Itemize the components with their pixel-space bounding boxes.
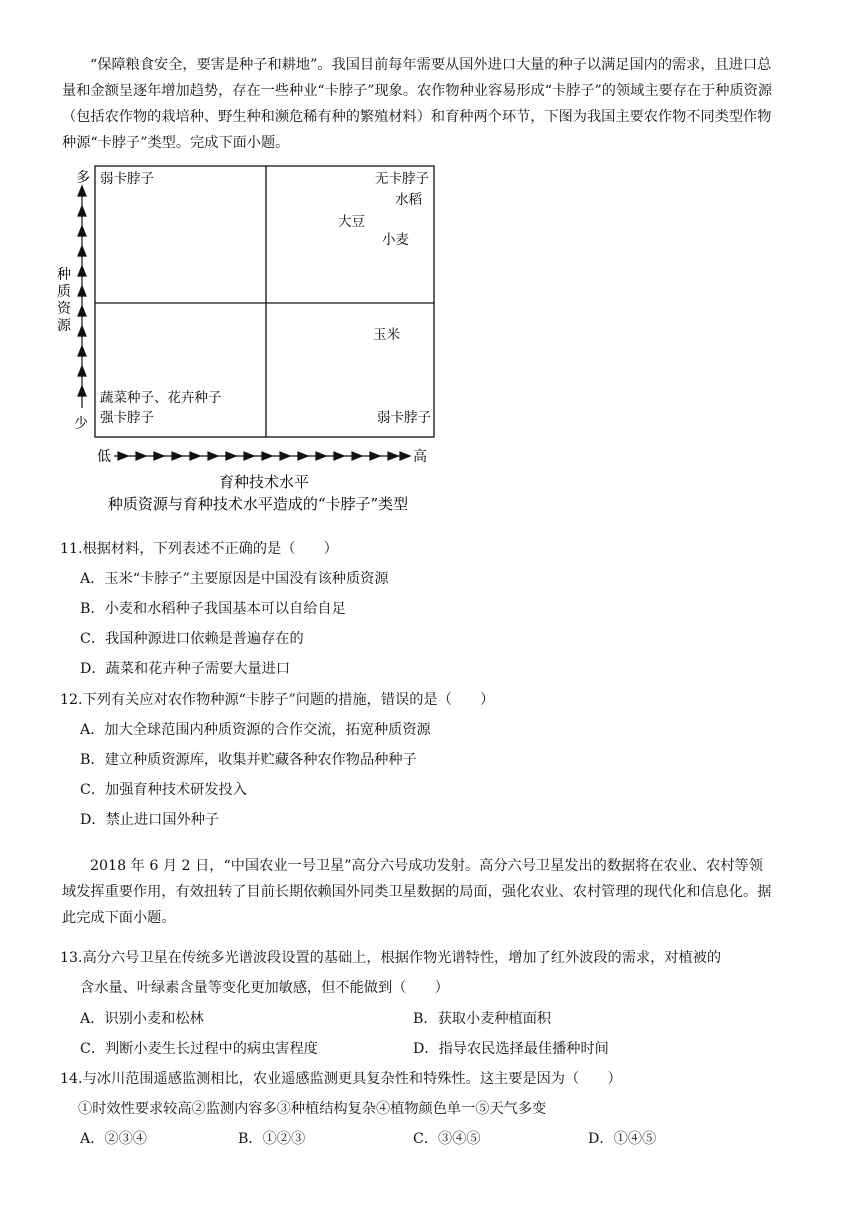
q12-option-c[interactable]: C．加强育种技术研发投入 [80,782,247,798]
q14-option-c[interactable]: C．③④⑤ [413,1131,481,1147]
q12-option-a[interactable]: A．加大全球范围内种质资源的合作交流，拓宽种质资源 [80,722,431,738]
q11-option-b[interactable]: B．小麦和水稻种子我国基本可以自给自足 [80,601,346,617]
label-soybean: 大豆 [338,214,365,230]
intro-paragraph-1: “保障粮食安全，要害是种子和耕地”。我国目前每年需要从国外进口大量的种子以满足国内的需求，且进口总量和金额呈逐年增加趋势，存在一些种业“卡脖子”现象。农作物种业容易形成“卡脖子”的领域主要存在于种质资源（包括农作物的栽培种、野生种和濒危稀有种的繁殖材料）和育种两个环节，下图为我国主要农作物不同类型作物种源“卡脖子”类型。完成下面小题。 [62,57,773,151]
intro-paragraph-2: 2018 年 6 月 2 日，“中国农业一号卫星”高分六号成功发射。高分六号卫星发出的数据将在农业、农村等领域发挥重要作用，有效扭转了目前长期依赖国外同类卫星数据的局面，强化农业、农村管理的现代化和信息化。据此完成下面小题。 [62,858,772,926]
y-axis-top-label: 多 [76,170,90,186]
q11-option-d[interactable]: D．蔬菜和花卉种子需要大量进口 [80,661,291,677]
q14-items: ①时效性要求较高②监测内容多③种植结构复杂④植物颜色单一⑤天气多变 [78,1101,547,1117]
label-corn: 玉米 [373,327,400,343]
label-wheat: 小麦 [382,232,409,248]
x-axis-low-label: 低 [97,449,111,465]
x-axis-label: 育种技术水平 [218,473,310,491]
q14-option-b[interactable]: B．①②③ [238,1131,306,1147]
q13-stem-line-1: 13.高分六号卫星在传统多光谱波段设置的基础上，根据作物光谱特性，增加了红外波段的需求，对植被的 [60,950,722,966]
label-weak-bottom-right: 弱卡脖子 [377,410,431,426]
q13-option-b[interactable]: B．获取小麦种植面积 [413,1011,552,1027]
q12-stem: 12.下列有关应对农作物种源“卡脖子”问题的措施，错误的是（ ） [60,692,495,708]
y-axis-label-char-1: 种 [57,267,71,283]
label-strong-choke: 强卡脖子 [100,410,154,426]
q13-option-d[interactable]: D．指导农民选择最佳播种时间 [413,1041,609,1057]
y-axis-label-char-3: 资 [57,301,71,317]
y-axis-arrow [78,186,86,408]
q14-option-d[interactable]: D．①④⑤ [588,1131,657,1147]
y-axis-bottom-label: 少 [74,416,88,432]
label-rice: 水稻 [395,192,422,208]
figure-caption: 种质资源与育种技术水平造成的“卡脖子”类型 [107,495,409,513]
label-weak-top-left: 弱卡脖子 [100,171,154,187]
q11-option-a[interactable]: A．玉米“卡脖子”主要原因是中国没有该种质资源 [80,571,389,587]
x-axis-arrow [114,452,410,460]
q11-stem: 11.根据材料，下列表述不正确的是（ ） [60,541,338,557]
label-vegetable-flower-seeds: 蔬菜种子、花卉种子 [100,390,222,406]
q14-stem: 14.与冰川范围遥感监测相比，农业遥感监测更具复杂性和特殊性。这主要是因为（ ） [60,1071,622,1087]
choke-point-diagram [0,0,860,520]
label-no-choke: 无卡脖子 [375,171,429,187]
x-axis-high-label: 高 [413,449,427,465]
q11-option-c[interactable]: C．我国种源进口依赖是普遍存在的 [80,631,304,647]
y-axis-label-char-4: 源 [57,318,71,334]
q12-option-b[interactable]: B．建立种质资源库，收集并贮藏各种农作物品种种子 [80,752,417,768]
q14-option-a[interactable]: A．②③④ [80,1131,147,1147]
q13-option-c[interactable]: C．判断小麦生长过程中的病虫害程度 [80,1041,318,1057]
q13-option-a[interactable]: A．识别小麦和松林 [80,1011,204,1027]
q13-stem-line-2: 含水量、叶绿素含量等变化更加敏感，但不能做到（ ） [80,980,449,996]
q12-option-d[interactable]: D．禁止进口国外种子 [80,812,220,828]
y-axis-label-char-2: 质 [57,284,71,300]
